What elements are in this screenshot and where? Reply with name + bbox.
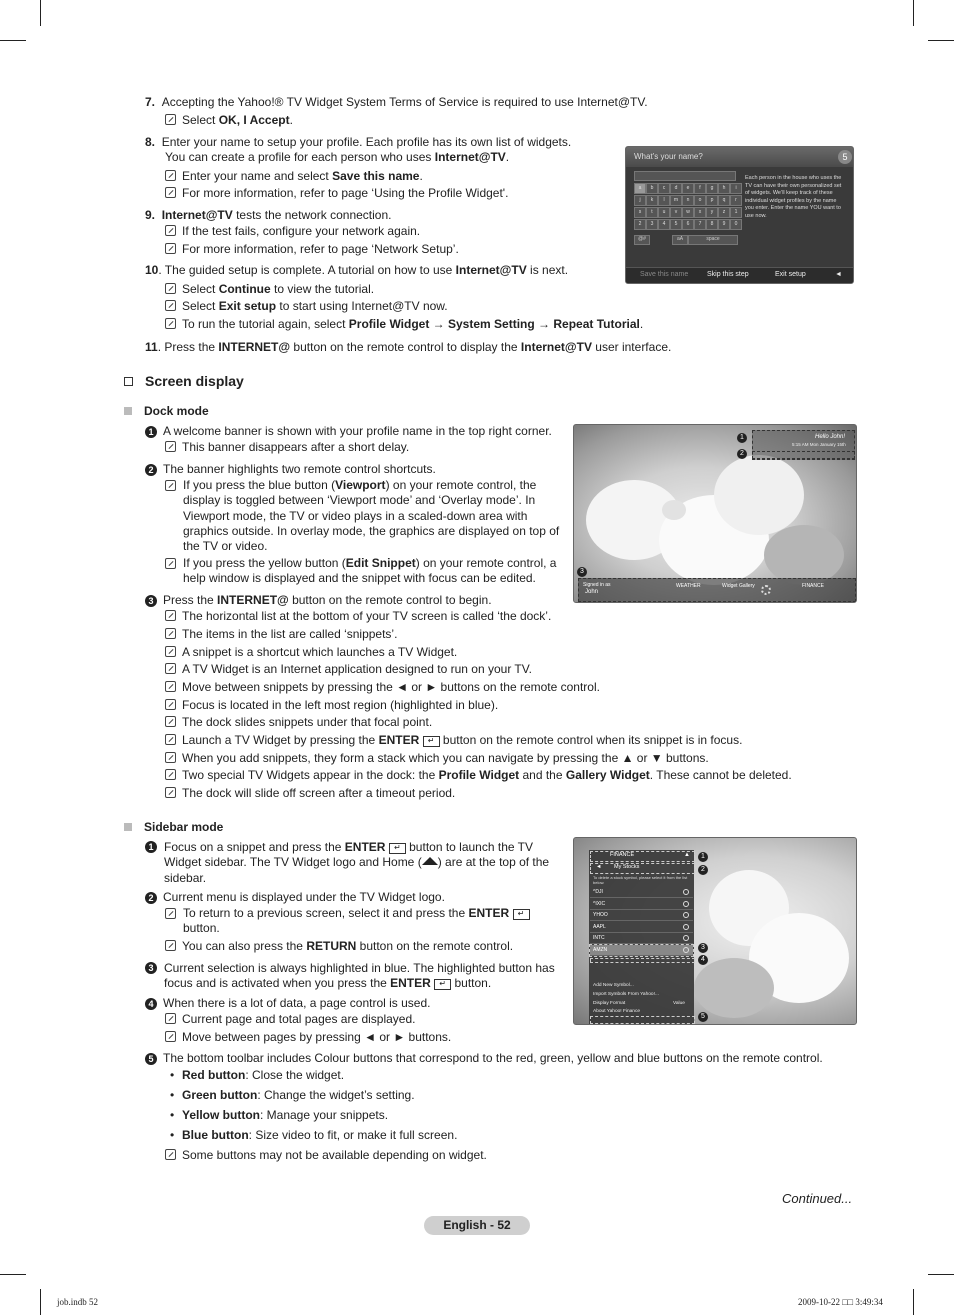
sidebar-item-5: 5 The bottom toolbar includes Colour buttons that correspond to the red, green, yellow and blue buttons on the remote control.	[145, 1051, 823, 1066]
number-3-icon: 3	[145, 595, 157, 607]
section-title: Screen display	[145, 373, 244, 389]
key-k[interactable]: k	[646, 195, 658, 206]
number-1-icon: 1	[145, 426, 157, 438]
skip-step-button[interactable]: Skip this step	[707, 271, 749, 278]
back-arrow-icon[interactable]: ◄	[835, 271, 842, 278]
key-e[interactable]: e	[682, 183, 694, 194]
number-2-icon: 2	[737, 449, 747, 459]
key-m[interactable]: m	[670, 195, 682, 206]
note: For more information, refer to page ‘Using the Profile Widget'.	[165, 186, 508, 201]
stock-row[interactable]	[590, 933, 693, 944]
note-icon	[165, 908, 176, 919]
key-d[interactable]: d	[670, 183, 682, 194]
dock-weather-snippet[interactable]: WEATHER	[676, 583, 701, 589]
sidebar-mode-screen	[573, 837, 857, 1025]
name-screen-info: Each person in the house who uses the TV can have their own personalized set of widgets. We’ll keep track of these individual widget profiles by the name you enter. Enter the name YOU want to use now.	[745, 175, 842, 219]
menu-add-symbol[interactable]: Add New Symbol...	[593, 983, 634, 988]
dock-mode-screen	[573, 424, 857, 603]
number-4-icon: 4	[145, 998, 157, 1010]
key-w[interactable]: w	[682, 207, 694, 218]
key-g[interactable]: g	[706, 183, 718, 194]
key-v[interactable]: v	[670, 207, 682, 218]
stock-symbol: YHOO	[593, 912, 608, 918]
note-icon	[165, 441, 176, 452]
number-5-icon: 5	[145, 1053, 157, 1065]
key-case[interactable]: aA	[672, 235, 688, 245]
note-icon	[165, 734, 176, 745]
number-1-icon: 1	[698, 852, 708, 862]
stock-symbol: INTC	[593, 935, 605, 941]
stock-symbol: AAPL	[593, 923, 606, 930]
number-1-icon: 1	[145, 841, 157, 853]
note: If you press the yellow button (Edit Snippet) on your remote control, a help window is displayed and the snippet with focus can be edited.	[165, 556, 567, 587]
note-icon	[165, 283, 176, 294]
key-h[interactable]: h	[718, 183, 730, 194]
key-3[interactable]: 3	[646, 219, 658, 230]
name-entry-screen	[625, 146, 854, 284]
note: For more information, refer to page ‘Network Setup’.	[165, 242, 459, 257]
note: The dock slides snippets under that focal point.	[165, 715, 432, 730]
key-z[interactable]: z	[718, 207, 730, 218]
note-icon	[165, 752, 176, 763]
key-q[interactable]: q	[718, 195, 730, 206]
sidebar-logo-bar	[590, 851, 695, 862]
note: This banner disappears after a short delay.	[165, 440, 409, 455]
number-2-icon: 2	[145, 892, 157, 904]
dock-item-2: 2 The banner highlights two remote control shortcuts.	[145, 462, 436, 477]
delete-icon[interactable]	[683, 912, 689, 918]
step-8: 8. Enter your name to setup your profile. Each profile has its own list of widgets.	[145, 135, 572, 149]
number-5-icon: 5	[698, 1012, 708, 1022]
note-icon	[165, 318, 176, 329]
key-f[interactable]: f	[694, 183, 706, 194]
key-r[interactable]: r	[730, 195, 742, 206]
sidebar-hint: To delete a stock symbol, please select it from the list below.	[593, 875, 688, 885]
delete-icon[interactable]	[683, 901, 689, 907]
sidebar-panel-title: FINANCE	[610, 852, 635, 858]
key-o[interactable]: o	[694, 195, 706, 206]
enter-icon: ↵	[434, 979, 451, 990]
bullet-blue: • Blue button: Size video to fit, or make it full screen.	[170, 1128, 458, 1142]
bullet-red: • Red button: Close the widget.	[170, 1068, 345, 1082]
number-3-icon: 3	[145, 962, 157, 974]
footer-right: 2009-10-22 □□ 3:49:34	[798, 1297, 883, 1307]
note-icon	[165, 114, 176, 125]
sidebar-item-4: 4 When there is a lot of data, a page control is used.	[145, 996, 431, 1011]
footer-left: job.indb 52	[57, 1297, 99, 1307]
shortcut-strip	[752, 451, 855, 459]
number-4-icon: 4	[698, 955, 708, 965]
note: Select Continue to view the tutorial.	[165, 282, 374, 297]
key-y[interactable]: y	[706, 207, 718, 218]
dock-profile-name[interactable]: John	[585, 589, 599, 595]
note-icon	[165, 1031, 176, 1042]
key-space[interactable]: space	[688, 235, 738, 245]
banner-greeting: Hello John!	[815, 434, 846, 440]
bear-shape	[694, 958, 774, 1018]
note-icon	[165, 716, 176, 727]
sidebar-menu-label: My Stocks	[614, 864, 640, 870]
key-i[interactable]: i	[730, 183, 742, 194]
sidebar-current-menu[interactable]	[590, 863, 695, 874]
note: The dock will slide off screen after a timeout period.	[165, 786, 455, 801]
note: Move between pages by pressing ◄ or ► buttons.	[165, 1030, 451, 1045]
name-input[interactable]	[634, 171, 736, 181]
note-icon	[165, 646, 176, 657]
note-icon	[165, 300, 176, 311]
key-6[interactable]: 6	[682, 219, 694, 230]
note: If the test fails, configure your network again.	[165, 224, 420, 239]
stock-symbol: ^IXIC	[593, 900, 606, 907]
square-bullet-icon	[124, 823, 132, 831]
menu-display-value: Value	[673, 1001, 685, 1006]
step-11: 11. Press the INTERNET@ button on the remote control to display the Internet@TV user interface.	[145, 340, 672, 354]
step-10: 10. The guided setup is complete. A tutorial on how to use Internet@TV is next.	[145, 263, 569, 277]
bear-shape	[714, 455, 804, 535]
menu-display-format[interactable]: Display Format	[593, 1001, 626, 1006]
note-icon	[165, 628, 176, 639]
number-2-icon: 2	[145, 464, 157, 476]
note: The items in the list are called ‘snippets’.	[165, 627, 397, 642]
note-icon	[165, 1013, 176, 1024]
note-icon	[165, 940, 176, 951]
note: When you add snippets, they form a stack which you can navigate by pressing the ▲ or ▼ buttons.	[165, 751, 709, 766]
sidebar-item-3: 3 Current selection is always highlighted in blue. The highlighted button has focus and is activated when you press the ENTER ↵ button.	[145, 961, 567, 992]
enter-icon: ↵	[513, 909, 530, 920]
note: If you press the blue button (Viewport) on your remote control, the display is toggled between ‘Viewport mode’ and ‘Overlay mode’. In Viewport mode, the TV or video plays in a scaled-down area with graphics outside. In overlay mode, the graphics are displayed on top of the TV or video.	[165, 478, 565, 554]
key-1[interactable]: 1	[730, 207, 742, 218]
checkbox-icon	[124, 377, 133, 386]
step-9: 9. Internet@TV tests the network connection.	[145, 208, 392, 222]
note-icon	[165, 769, 176, 780]
bullet-yellow: • Yellow button: Manage your snippets.	[170, 1108, 389, 1122]
enter-icon: ↵	[423, 736, 440, 747]
note-icon	[165, 558, 176, 569]
home-icon[interactable]: ▲	[684, 852, 690, 858]
sidebar-item-1: 1 Focus on a snippet and press the ENTER ↵ button to launch the TV Widget sidebar. The TV Widget logo and Home ( ) are at the top of the sidebar.	[145, 840, 565, 886]
key-l[interactable]: l	[658, 195, 670, 206]
key-9[interactable]: 9	[718, 219, 730, 230]
delete-icon[interactable]	[683, 935, 689, 941]
note: You can also press the RETURN button on the remote control.	[165, 939, 513, 954]
note-icon	[165, 187, 176, 198]
bear-shape	[764, 525, 844, 585]
save-name-button[interactable]: Save this name	[640, 271, 689, 278]
key-s[interactable]: s	[634, 207, 646, 218]
key-8[interactable]: 8	[706, 219, 718, 230]
delete-icon[interactable]	[683, 889, 689, 895]
sidebar-heading: Sidebar mode	[124, 820, 223, 835]
note-icon	[165, 170, 176, 181]
step-badge: 5	[838, 150, 852, 164]
step-7: 7. Accepting the Yahoo!® TV Widget System Terms of Service is required to use Internet@TV.	[145, 95, 648, 109]
stock-row[interactable]	[590, 945, 693, 956]
note: To run the tutorial again, select Profile Widget → System Setting → Repeat Tutorial.	[165, 317, 643, 332]
key-p[interactable]: p	[706, 195, 718, 206]
note: A TV Widget is an Internet application designed to run on your TV.	[165, 662, 532, 677]
dock-signed-label: Signed in as	[583, 582, 611, 588]
note: A snippet is a shortcut which launches a TV Widget.	[165, 645, 457, 660]
bullet-green: • Green button: Change the widget’s setting.	[170, 1088, 415, 1102]
sidebar-item-2: 2 Current menu is displayed under the TV Widget logo.	[145, 890, 445, 905]
note: Select Exit setup to start using Internet@TV now.	[165, 299, 448, 314]
number-3-icon: 3	[577, 567, 587, 577]
note-icon	[165, 480, 176, 491]
square-bullet-icon	[124, 407, 132, 415]
note: The horizontal list at the bottom of your TV screen is called ‘the dock’.	[165, 609, 551, 624]
dock-finance-snippet[interactable]: FINANCE	[802, 583, 824, 589]
note: To return to a previous screen, select it and press the ENTER ↵ button.	[165, 906, 565, 937]
enter-icon: ↵	[389, 843, 406, 854]
stock-row[interactable]	[590, 899, 693, 910]
key-j[interactable]: j	[634, 195, 646, 206]
note: Move between snippets by pressing the ◄ or ► buttons on the remote control.	[165, 680, 600, 695]
note-icon	[165, 699, 176, 710]
note: Some buttons may not be available depending on widget.	[165, 1148, 487, 1163]
gear-icon	[761, 585, 771, 595]
stock-symbol: ^DJI	[593, 889, 603, 895]
dock-item-1: 1 A welcome banner is shown with your profile name in the top right corner.	[145, 424, 552, 439]
page-label: English - 52	[424, 1216, 530, 1235]
note: Two special TV Widgets appear in the dock: the Profile Widget and the Gallery Widget. These cannot be deleted.	[165, 768, 792, 783]
number-3-icon: 3	[698, 943, 708, 953]
number-2-icon: 2	[698, 865, 708, 875]
bottom-toolbar[interactable]	[590, 1016, 695, 1024]
note-icon	[165, 1149, 176, 1160]
key-7[interactable]: 7	[694, 219, 706, 230]
home-icon	[422, 857, 438, 865]
page-control[interactable]	[590, 958, 695, 963]
key-a[interactable]: a	[634, 183, 646, 194]
key-t[interactable]: t	[646, 207, 658, 218]
dock-bar	[578, 578, 856, 602]
note: Focus is located in the left most region (highlighted in blue).	[165, 698, 498, 713]
key-4[interactable]: 4	[658, 219, 670, 230]
bear-shape	[662, 500, 686, 520]
menu-about[interactable]: About Yahoo! Finance	[593, 1009, 641, 1014]
dock-gallery-snippet[interactable]: Widget Gallery	[722, 583, 755, 589]
stock-row[interactable]	[590, 922, 693, 933]
number-1-icon: 1	[737, 433, 747, 443]
note: Launch a TV Widget by pressing the ENTER ↵ button on the remote control when its snippet is in focus.	[165, 733, 742, 748]
back-icon[interactable]: ◄	[596, 864, 602, 870]
key-0[interactable]: 0	[730, 219, 742, 230]
key-5[interactable]: 5	[670, 219, 682, 230]
note-icon	[165, 787, 176, 798]
key-2[interactable]: 2	[634, 219, 646, 230]
key-c[interactable]: c	[658, 183, 670, 194]
menu-import[interactable]: Import Symbols From Yahoo!...	[593, 992, 659, 997]
stock-symbol: AMZN	[593, 946, 608, 953]
delete-icon[interactable]	[683, 947, 689, 953]
delete-icon[interactable]	[683, 924, 689, 930]
continued-label: Continued...	[782, 1191, 853, 1206]
key-u[interactable]: u	[658, 207, 670, 218]
name-screen-title: What’s your name?	[634, 152, 703, 161]
note: Current page and total pages are displayed.	[165, 1012, 416, 1027]
note-icon	[165, 243, 176, 254]
key-x[interactable]: x	[694, 207, 706, 218]
stock-row[interactable]	[590, 887, 693, 898]
key-b[interactable]: b	[646, 183, 658, 194]
exit-setup-button[interactable]: Exit setup	[775, 271, 806, 278]
note-icon	[165, 610, 176, 621]
dock-heading: Dock mode	[124, 404, 209, 419]
key-symbol[interactable]: @#	[634, 235, 650, 245]
note-icon	[165, 681, 176, 692]
note-icon	[165, 663, 176, 674]
note: Select OK, I Accept.	[165, 113, 293, 128]
step-8-line2: You can create a profile for each person who uses Internet@TV.	[165, 150, 510, 164]
dock-item-3: 3 Press the INTERNET@ button on the remote control to begin.	[145, 593, 492, 608]
note: Enter your name and select Save this name.	[165, 169, 423, 184]
note-icon	[165, 225, 176, 236]
banner-date: 5:15 AM Mon January 15th	[792, 442, 846, 447]
stock-row[interactable]	[590, 910, 693, 921]
key-n[interactable]: n	[682, 195, 694, 206]
